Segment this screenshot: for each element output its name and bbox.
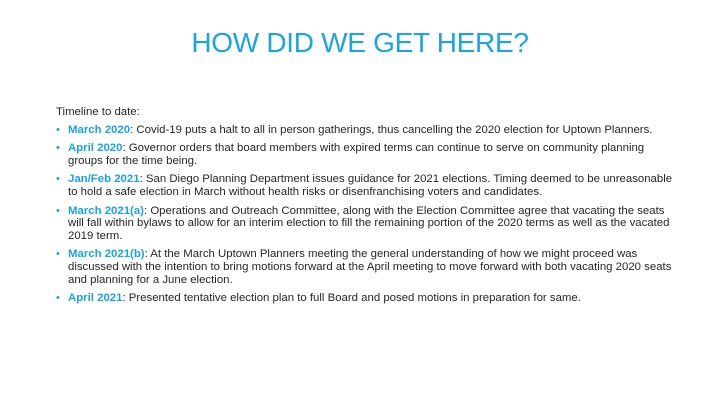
timeline-text: : At the March Uptown Planners meeting the general understanding of how we might proceed was discussed with the intention to bring motions forward at the April meeting to move forward with both vacating 2020 seats and planning for a June election. [68,248,672,286]
timeline-item-april-2021 [56,292,676,305]
bullet-icon: • [56,173,60,186]
slide-body [56,106,676,311]
timeline-date: April 2021 [68,292,123,305]
timeline-date: March 2021(b) [68,248,145,261]
timeline-item-march-2020 [56,124,676,137]
timeline-intro: Timeline to date: [56,106,140,118]
timeline-date: March 2021(a) [68,204,144,217]
slide-title: HOW DID WE GET HERE? [191,27,529,58]
timeline-item-march-2021b [56,248,676,286]
bullet-icon: • [56,142,60,155]
timeline-date: March 2020 [68,123,131,136]
timeline-item-april-2020 [56,142,676,167]
timeline-date: Jan/Feb 2021 [68,173,140,186]
timeline-text: : Covid-19 puts a halt to all in person gatherings, thus cancelling the 2020 election for Uptown Planners. [130,123,653,136]
timeline-list [56,124,676,305]
timeline-text: : Operations and Outreach Committee, along with the Election Committee agree that vacating the seats will fall within bylaws to allow for an interim election to fill the remaining portion of the 2020 terms as well as the vacated 2019 term. [68,204,670,242]
timeline-item-march-2021a [56,205,676,243]
timeline-text: : Governor orders that board members with expired terms can continue to serve on community planning groups for the time being. [68,142,645,167]
bullet-icon: • [56,204,60,217]
timeline-item-jan-feb-2021 [56,173,676,198]
bullet-icon: • [56,248,60,261]
timeline-text: : San Diego Planning Department issues guidance for 2021 elections. Timing deemed to be unreasonable to hold a safe election in March without health risks or disenfranchising voters and candidates. [68,173,673,198]
timeline-text: : Presented tentative election plan to full Board and posed motions in preparation for same. [122,292,581,305]
bullet-icon: • [56,123,60,136]
timeline-date: April 2020 [68,142,123,155]
bullet-icon: • [56,292,60,305]
